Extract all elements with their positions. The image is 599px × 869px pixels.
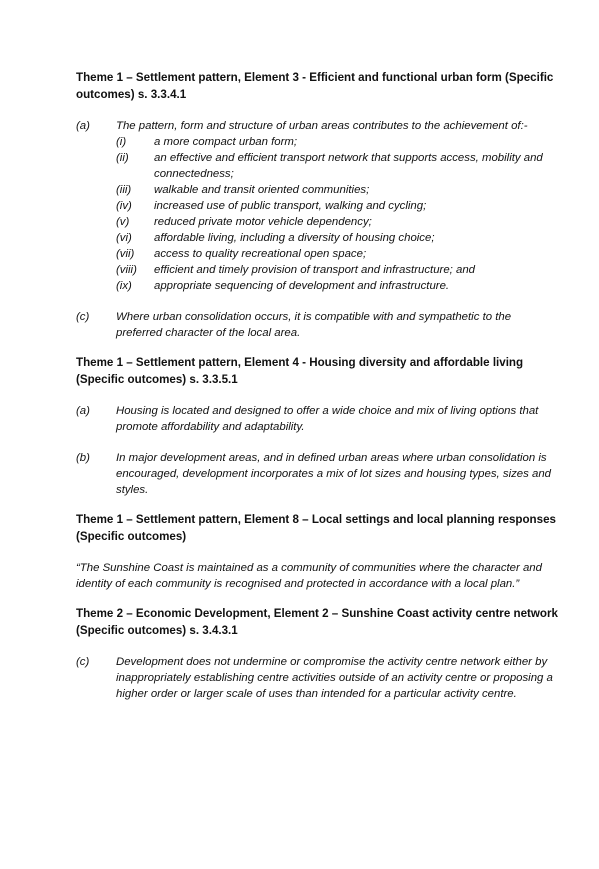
sub-item-label: (iv) (116, 200, 132, 212)
item-text: Where urban consolidation occurs, it is compatible with and sympathetic to the preferred character of the local area. (116, 311, 512, 339)
sub-item-vii (116, 246, 559, 262)
section-heading: Theme 1 – Settlement pattern, Element 4 - Housing diversity and affordable living (Specific outcomes) s. 3.3.5.1 (76, 356, 524, 386)
item-label: (a) (76, 405, 90, 417)
sub-item-viii (116, 262, 559, 278)
item-text: Development does not undermine or compromise the activity centre network either by inappropriately establishing centre activities outside of an activity centre or proposing a higher order or larger scale of uses than intended for a particular activity centre. (116, 656, 553, 700)
sub-item-label: (vi) (116, 232, 132, 244)
section-theme1-element4 (76, 355, 559, 498)
sub-item-label: (ix) (116, 280, 132, 292)
item-text: Housing is located and designed to offer a wide choice and mix of living options that promote affordability and adaptability. (116, 405, 539, 433)
item-label: (a) (76, 120, 90, 132)
sub-item-text: efficient and timely provision of transport and infrastructure; and (154, 264, 476, 276)
section-theme2-element2 (76, 606, 559, 702)
sub-item-vi (116, 230, 559, 246)
section-theme1-element8 (76, 512, 559, 592)
sub-item-iv (116, 198, 559, 214)
section-heading: Theme 2 – Economic Development, Element 2 – Sunshine Coast activity centre network (Specific outcomes) s. 3.4.3.1 (76, 607, 558, 637)
list-item-a (76, 118, 559, 134)
sub-item-label: (v) (116, 216, 130, 228)
item-label: (b) (76, 452, 90, 464)
sub-item-v (116, 214, 559, 230)
item-text: The pattern, form and structure of urban areas contributes to the achievement of:- (116, 120, 528, 132)
sub-item-text: a more compact urban form; (154, 136, 298, 148)
sub-item-text: an effective and efficient transport network that supports access, mobility and connectedness; (154, 152, 543, 180)
list-item-c (76, 309, 559, 341)
section-heading: Theme 1 – Settlement pattern, Element 3 - Efficient and functional urban form (Specific outcomes) s. 3.3.4.1 (76, 71, 554, 101)
sub-item-label: (vii) (116, 248, 135, 260)
sub-item-ii (116, 150, 559, 182)
sub-item-label: (i) (116, 136, 127, 148)
list-item-a (76, 403, 559, 435)
list-item-b (76, 450, 559, 498)
sub-item-label: (ii) (116, 152, 129, 164)
sub-item-text: increased use of public transport, walking and cycling; (154, 200, 427, 212)
sub-item-label: (viii) (116, 264, 137, 276)
section-heading: Theme 1 – Settlement pattern, Element 8 – Local settings and local planning responses (Specific outcomes) (76, 513, 556, 543)
quote-text: “The Sunshine Coast is maintained as a community of communities where the character and identity of each community is recognised and protected in accordance with a local plan.” (76, 562, 542, 590)
sub-item-text: access to quality recreational open space; (154, 248, 367, 260)
sub-item-text: walkable and transit oriented communities; (154, 184, 370, 196)
item-label: (c) (76, 656, 90, 668)
item-text: In major development areas, and in defined urban areas where urban consolidation is encouraged, development incorporates a mix of lot sizes and housing types, sizes and styles. (116, 452, 551, 496)
sub-item-text: affordable living, including a diversity of housing choice; (154, 232, 435, 244)
sub-item-iii (116, 182, 559, 198)
sub-item-i (116, 134, 559, 150)
sub-item-text: reduced private motor vehicle dependency; (154, 216, 372, 228)
section-theme1-element3 (76, 70, 559, 341)
sub-item-label: (iii) (116, 184, 132, 196)
sub-item-ix (116, 278, 559, 294)
sub-item-text: appropriate sequencing of development and infrastructure. (154, 280, 450, 292)
list-item-c (76, 654, 559, 702)
item-label: (c) (76, 311, 90, 323)
